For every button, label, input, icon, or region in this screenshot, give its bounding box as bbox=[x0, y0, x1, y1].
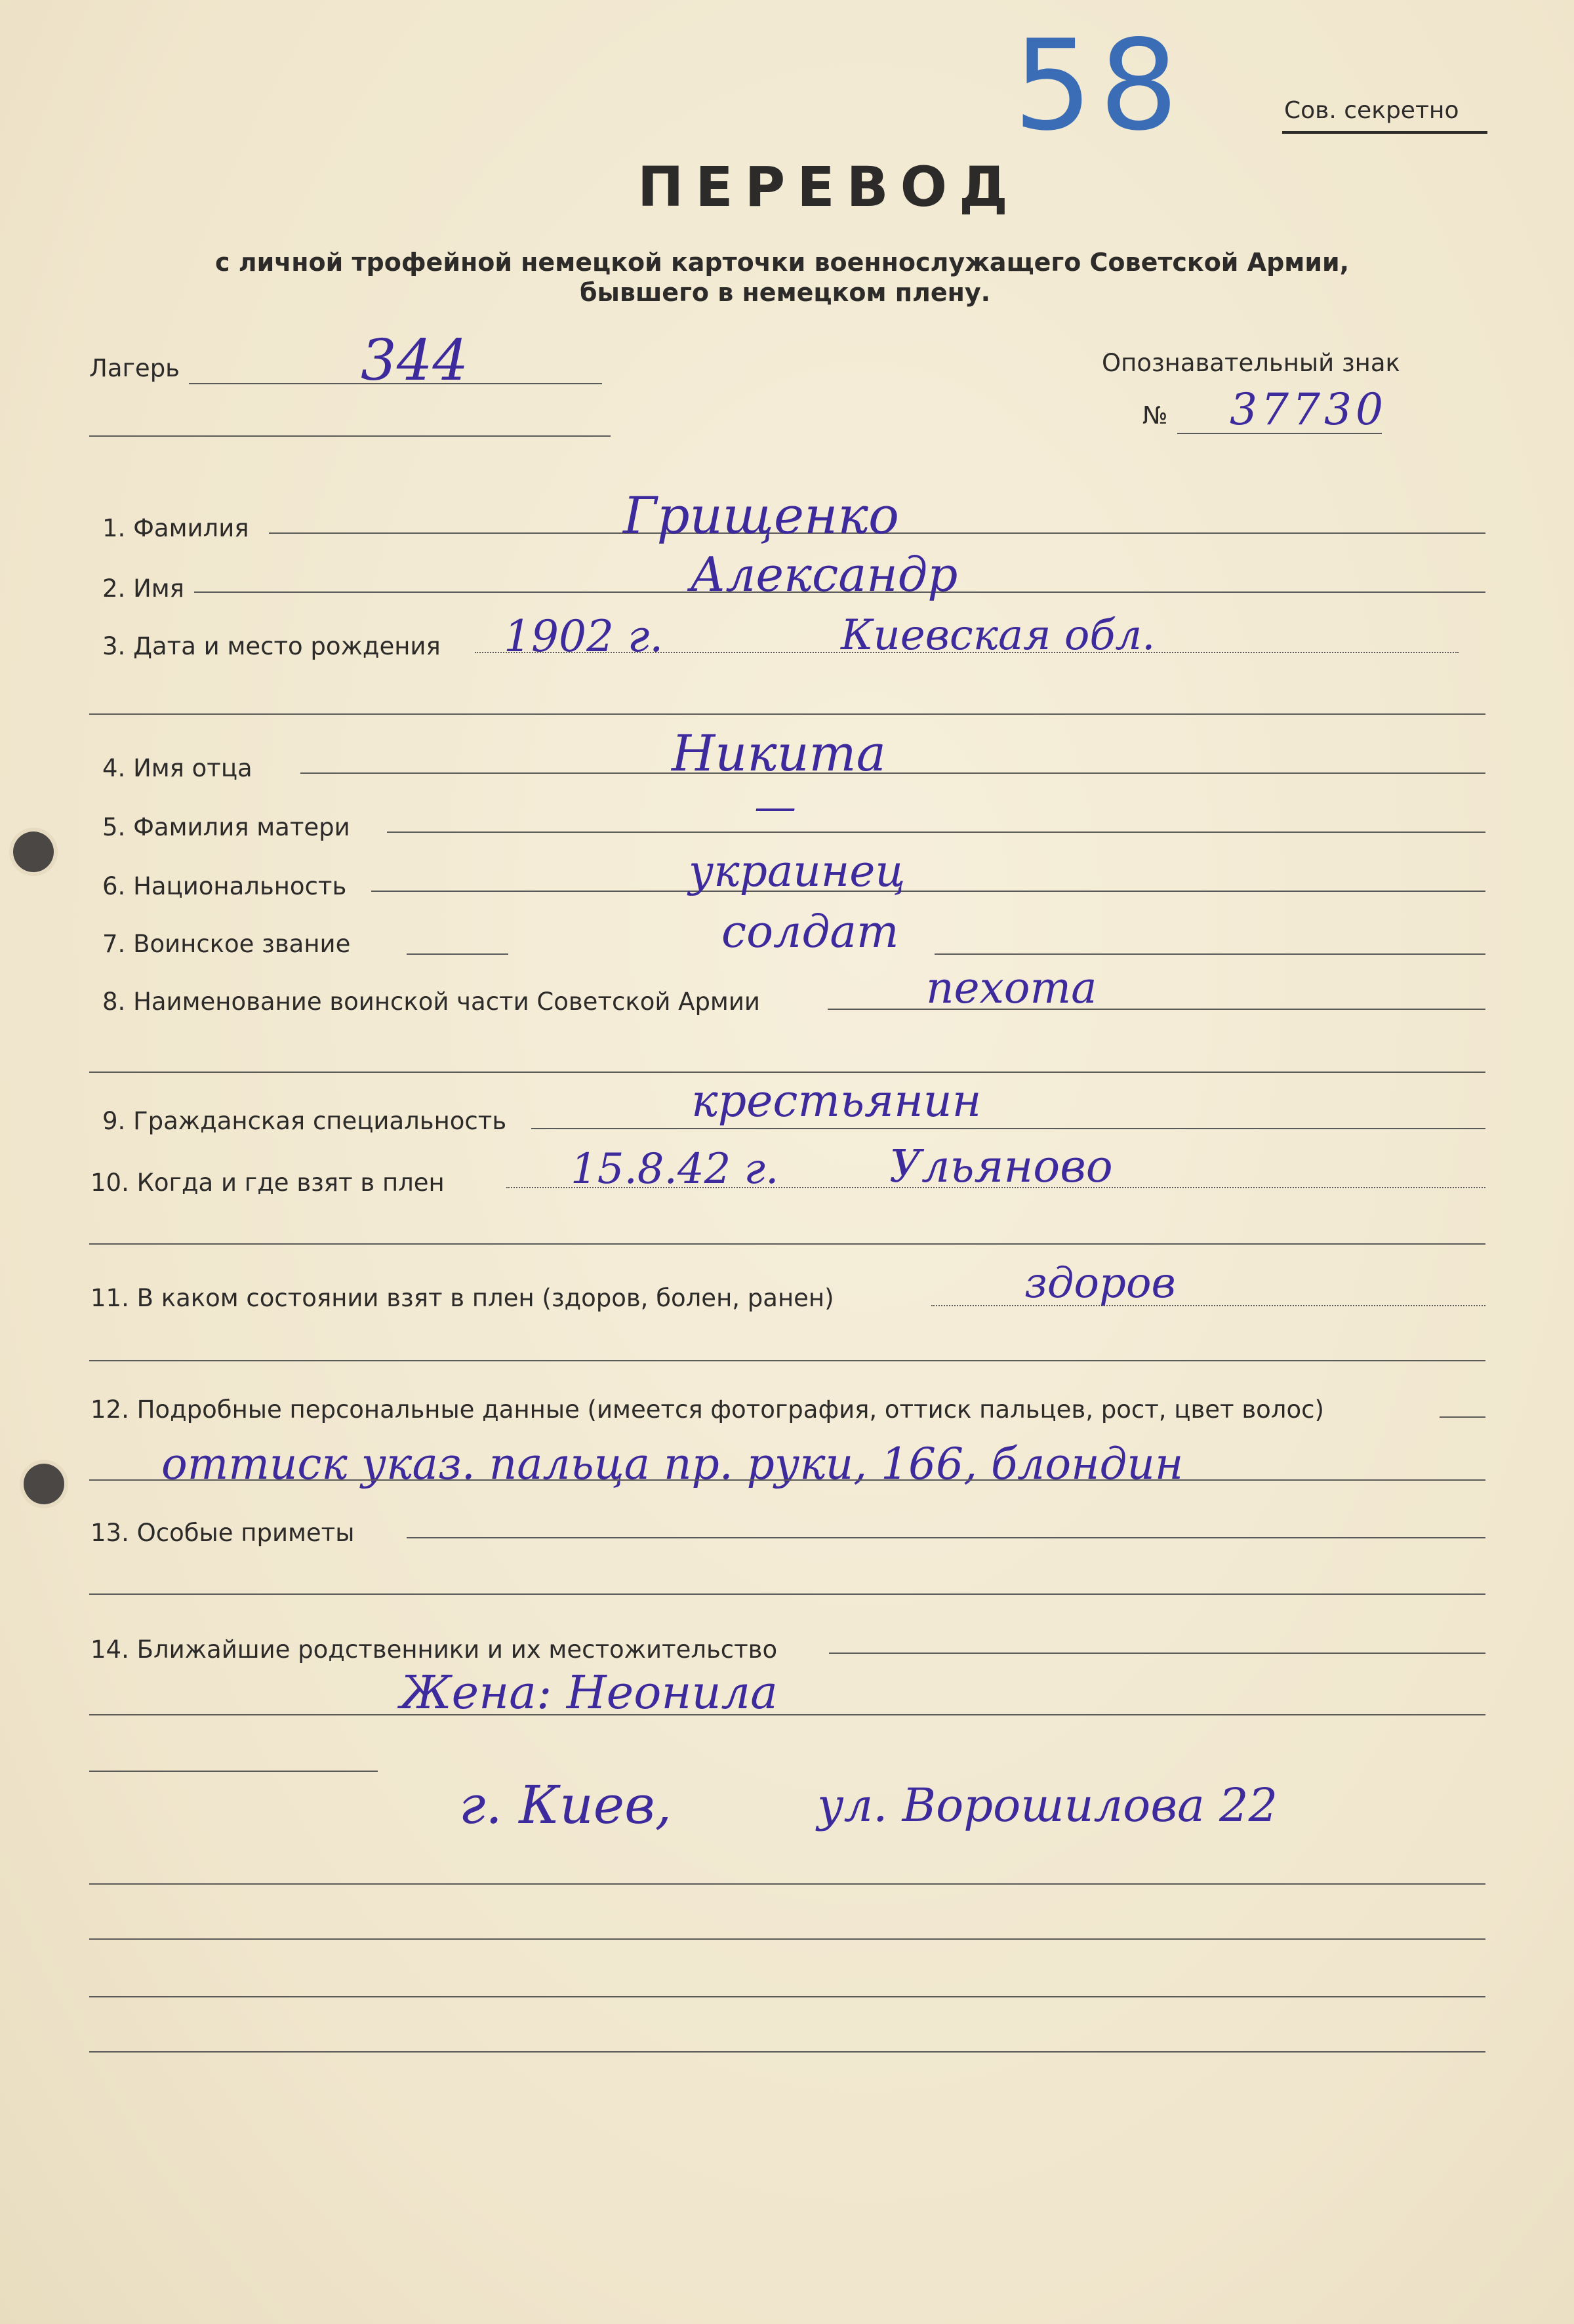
field-10-value-place: Ульяново bbox=[889, 1141, 1113, 1193]
field-4-label: 4. Имя отца bbox=[102, 754, 252, 782]
field-5-value: — bbox=[754, 783, 796, 831]
field-7-label: 7. Воинское звание bbox=[102, 930, 351, 958]
field-6-value: украинец bbox=[689, 846, 906, 896]
id-tag-number-sign: № bbox=[1142, 401, 1168, 430]
subtitle-line-1: с личной трофейной немецкой карточки военнослужащего Советской Армии, bbox=[215, 248, 1350, 277]
field-14-label: 14. Ближайшие родственники и их местожительство bbox=[91, 1635, 778, 1664]
field-14-value-street: ул. Ворошилова 22 bbox=[817, 1778, 1278, 1832]
classification-underline bbox=[1282, 131, 1487, 134]
punch-hole-top bbox=[13, 831, 54, 872]
field-10-value-date: 15.8.42 г. bbox=[571, 1145, 779, 1193]
field-7-value: солдат bbox=[721, 906, 899, 958]
field-11-line-2 bbox=[89, 1360, 1485, 1361]
field-9-label: 9. Гражданская специальность bbox=[102, 1107, 507, 1135]
classification-stamp: Сов. секретно bbox=[1284, 97, 1459, 124]
subtitle-line-2: бывшего в немецком плену. bbox=[580, 278, 991, 307]
field-5-label: 5. Фамилия матери bbox=[102, 813, 350, 841]
field-14-line-6 bbox=[89, 1996, 1485, 1997]
field-9-line bbox=[531, 1128, 1485, 1129]
field-12-line bbox=[1440, 1416, 1485, 1418]
field-14-line-4 bbox=[89, 1883, 1485, 1885]
field-14-value-city: г. Киев, bbox=[459, 1774, 672, 1835]
field-3-value-place: Киевская обл. bbox=[841, 611, 1156, 660]
field-12-value: оттиск указ. пальца пр. руки, 166, блондин bbox=[161, 1439, 1184, 1489]
field-2-value: Александр bbox=[690, 547, 958, 602]
field-6-label: 6. Национальность bbox=[102, 872, 347, 900]
field-8-line-2 bbox=[89, 1072, 1485, 1073]
field-10-line-2 bbox=[89, 1243, 1485, 1245]
field-14-line-5 bbox=[89, 1938, 1485, 1940]
field-3-label: 3. Дата и место рождения bbox=[102, 632, 441, 660]
field-6-line bbox=[371, 891, 1485, 892]
field-8-label: 8. Наименование воинской части Советской Армии bbox=[102, 988, 760, 1016]
field-7-line-a bbox=[407, 953, 508, 955]
field-13-line-2 bbox=[89, 1593, 1485, 1595]
field-3-value-year: 1902 г. bbox=[504, 611, 664, 662]
field-12-line-2 bbox=[89, 1479, 1485, 1481]
id-tag-label: Опознавательный знак bbox=[1102, 349, 1400, 377]
field-7-line-b bbox=[935, 953, 1485, 955]
field-10-label: 10. Когда и где взят в плен bbox=[91, 1169, 445, 1197]
punch-hole-bottom bbox=[24, 1464, 64, 1504]
field-12-label: 12. Подробные персональные данные (имеется фотография, оттиск пальцев, рост, цвет волос) bbox=[91, 1395, 1324, 1424]
field-9-value: крестьянин bbox=[691, 1075, 982, 1127]
field-14-line-3 bbox=[89, 1771, 378, 1772]
field-8-value: пехота bbox=[926, 963, 1097, 1013]
field-5-line bbox=[387, 831, 1485, 833]
field-4-value: Никита bbox=[672, 724, 886, 782]
field-3-line-2 bbox=[89, 713, 1485, 715]
field-11-line bbox=[931, 1305, 1485, 1306]
field-13-line bbox=[407, 1537, 1485, 1538]
field-2-label: 2. Имя bbox=[102, 574, 184, 603]
field-1-label: 1. Фамилия bbox=[102, 514, 249, 542]
field-4-line bbox=[300, 772, 1485, 774]
field-11-value: здоров bbox=[1024, 1259, 1176, 1308]
id-tag-value: 37730 bbox=[1230, 384, 1387, 435]
field-11-label: 11. В каком состоянии взят в плен (здоров, болен, ранен) bbox=[91, 1284, 834, 1312]
field-14-line bbox=[829, 1653, 1485, 1654]
camp-line-2 bbox=[89, 435, 611, 437]
camp-label: Лагерь bbox=[89, 354, 180, 382]
document-title: ПЕРЕВОД bbox=[637, 155, 1020, 219]
field-13-label: 13. Особые приметы bbox=[91, 1519, 355, 1547]
field-14-value-1: Жена: Неонила bbox=[400, 1666, 778, 1719]
field-14-line-2 bbox=[89, 1714, 1485, 1715]
archive-number-mark: 58 bbox=[1013, 13, 1185, 158]
field-1-value: Грищенко bbox=[623, 487, 899, 546]
camp-value: 344 bbox=[361, 328, 469, 393]
field-14-line-7 bbox=[89, 2051, 1485, 2053]
